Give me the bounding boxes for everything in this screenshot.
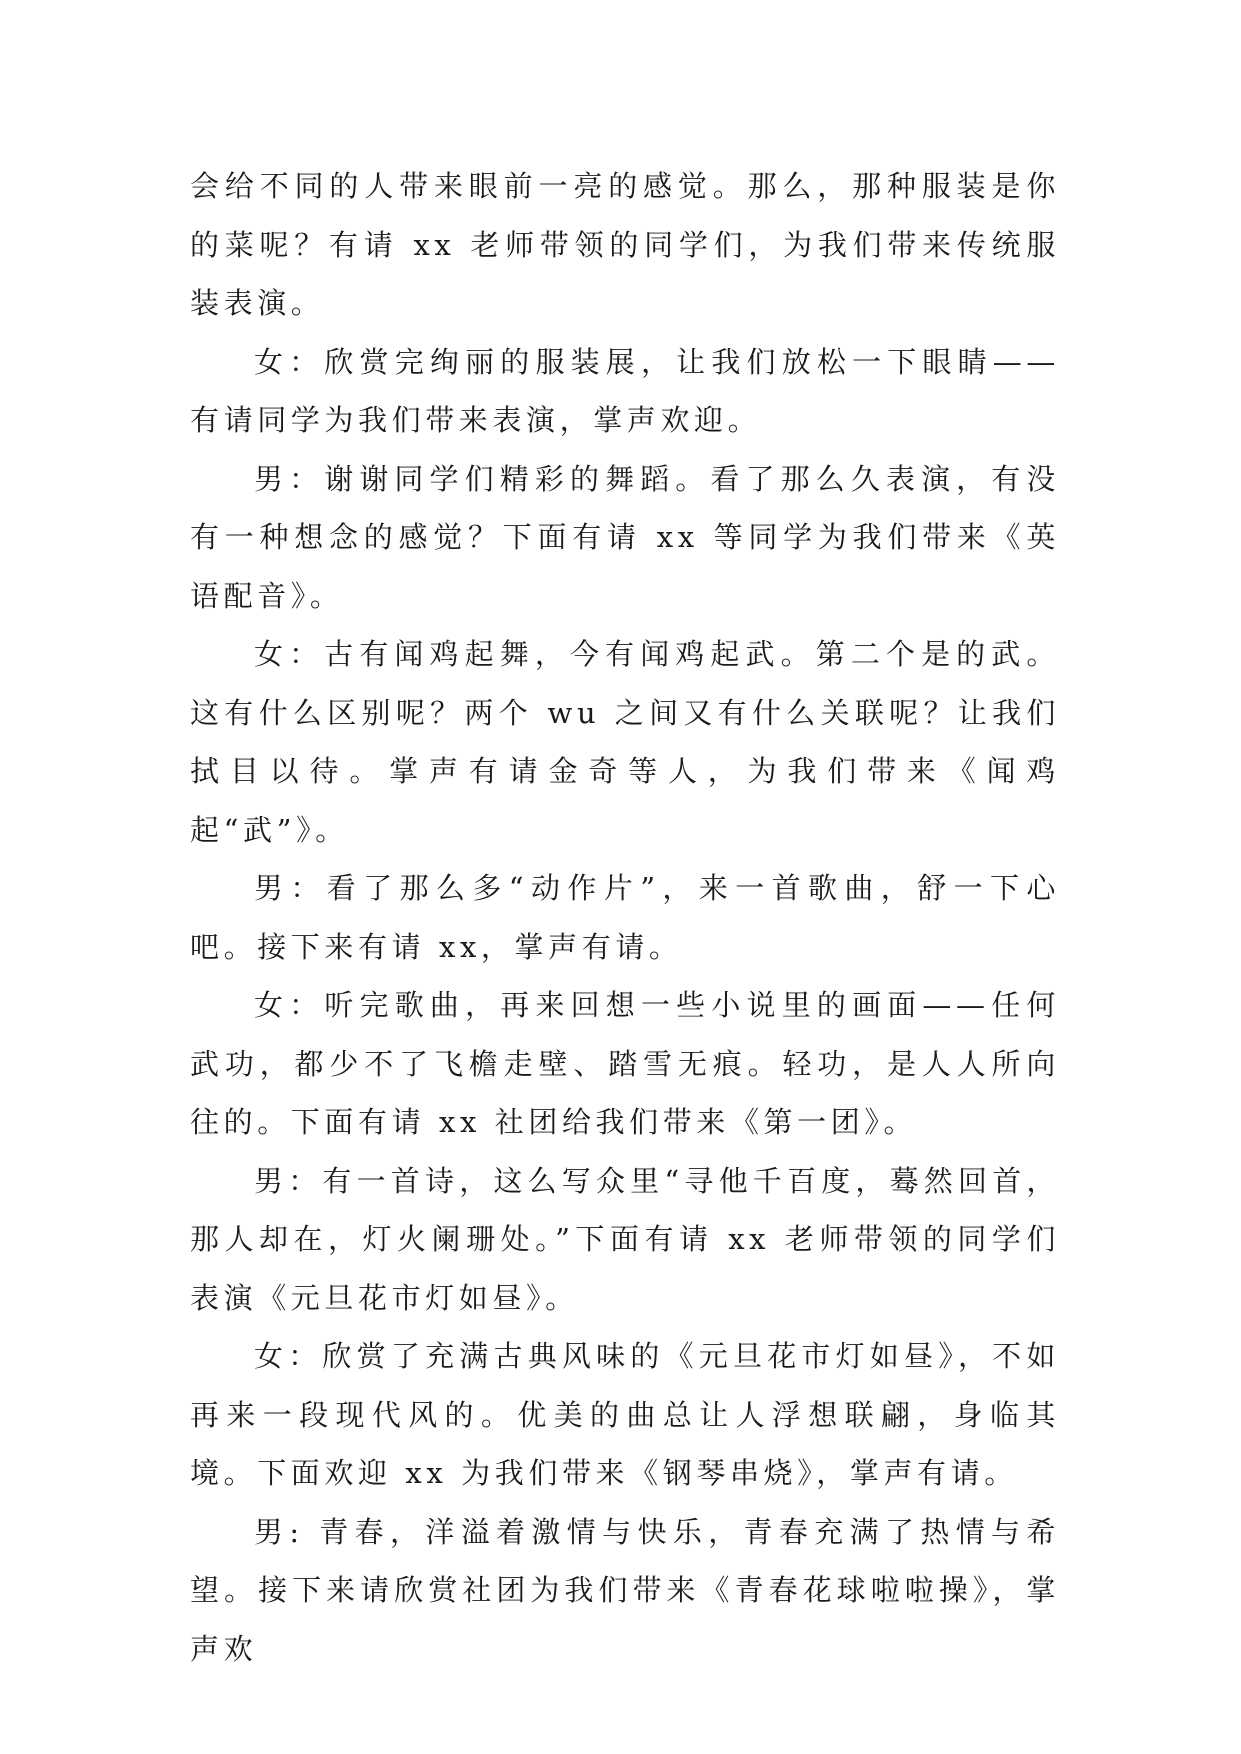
paragraph: 女：听完歌曲，再来回想一些小说里的画面——任何武功，都少不了飞檐走壁、踏雪无痕。轻功，是人人所向往的。下面有请 xx 社团给我们带来《第一团》。 [190,988,1060,1139]
paragraph: 女：欣赏完绚丽的服装展，让我们放松一下眼睛——有请同学为我们带来表演，掌声欢迎。 [190,344,1060,437]
paragraph: 女：欣赏了充满古典风味的《元旦花市灯如昼》，不如再来一段现代风的。优美的曲总让人浮想联翩，身临其境。下面欢迎 xx 为我们带来《钢琴串烧》，掌声有请。 [190,1339,1060,1490]
paragraph: 男：谢谢同学们精彩的舞蹈。看了那么久表演，有没有一种想念的感觉？下面有请 xx 等同学为我们带来《英语配音》。 [190,461,1060,613]
paragraph-continued: 会给不同的人带来眼前一亮的感觉。那么，那种服装是你的菜呢？有请 xx 老师带领的同学们，为我们带来传统服装表演。 [190,169,1060,320]
paragraph: 女：古有闻鸡起舞，今有闻鸡起武。第二个是的武。这有什么区别呢？两个 wu 之间又有什么关联呢？让我们拭目以待。掌声有请金奇等人，为我们带来《闻鸡起“武”》。 [190,637,1060,847]
paragraph: 男：有一首诗，这么写众里“寻他千百度，蓦然回首，那人却在，灯火阑珊处。”下面有请 xx 老师带领的同学们表演《元旦花市灯如昼》。 [190,1163,1060,1315]
paragraph: 男：看了那么多“动作片”，来一首歌曲，舒一下心吧。接下来有请 xx，掌声有请。 [190,871,1060,964]
document-body [190,157,1060,1678]
paragraph: 男: 青春，洋溢着激情与快乐，青春充满了热情与希望。接下来请欣赏社团为我们带来《青春花球啦啦操》，掌声欢 [190,1514,1060,1666]
